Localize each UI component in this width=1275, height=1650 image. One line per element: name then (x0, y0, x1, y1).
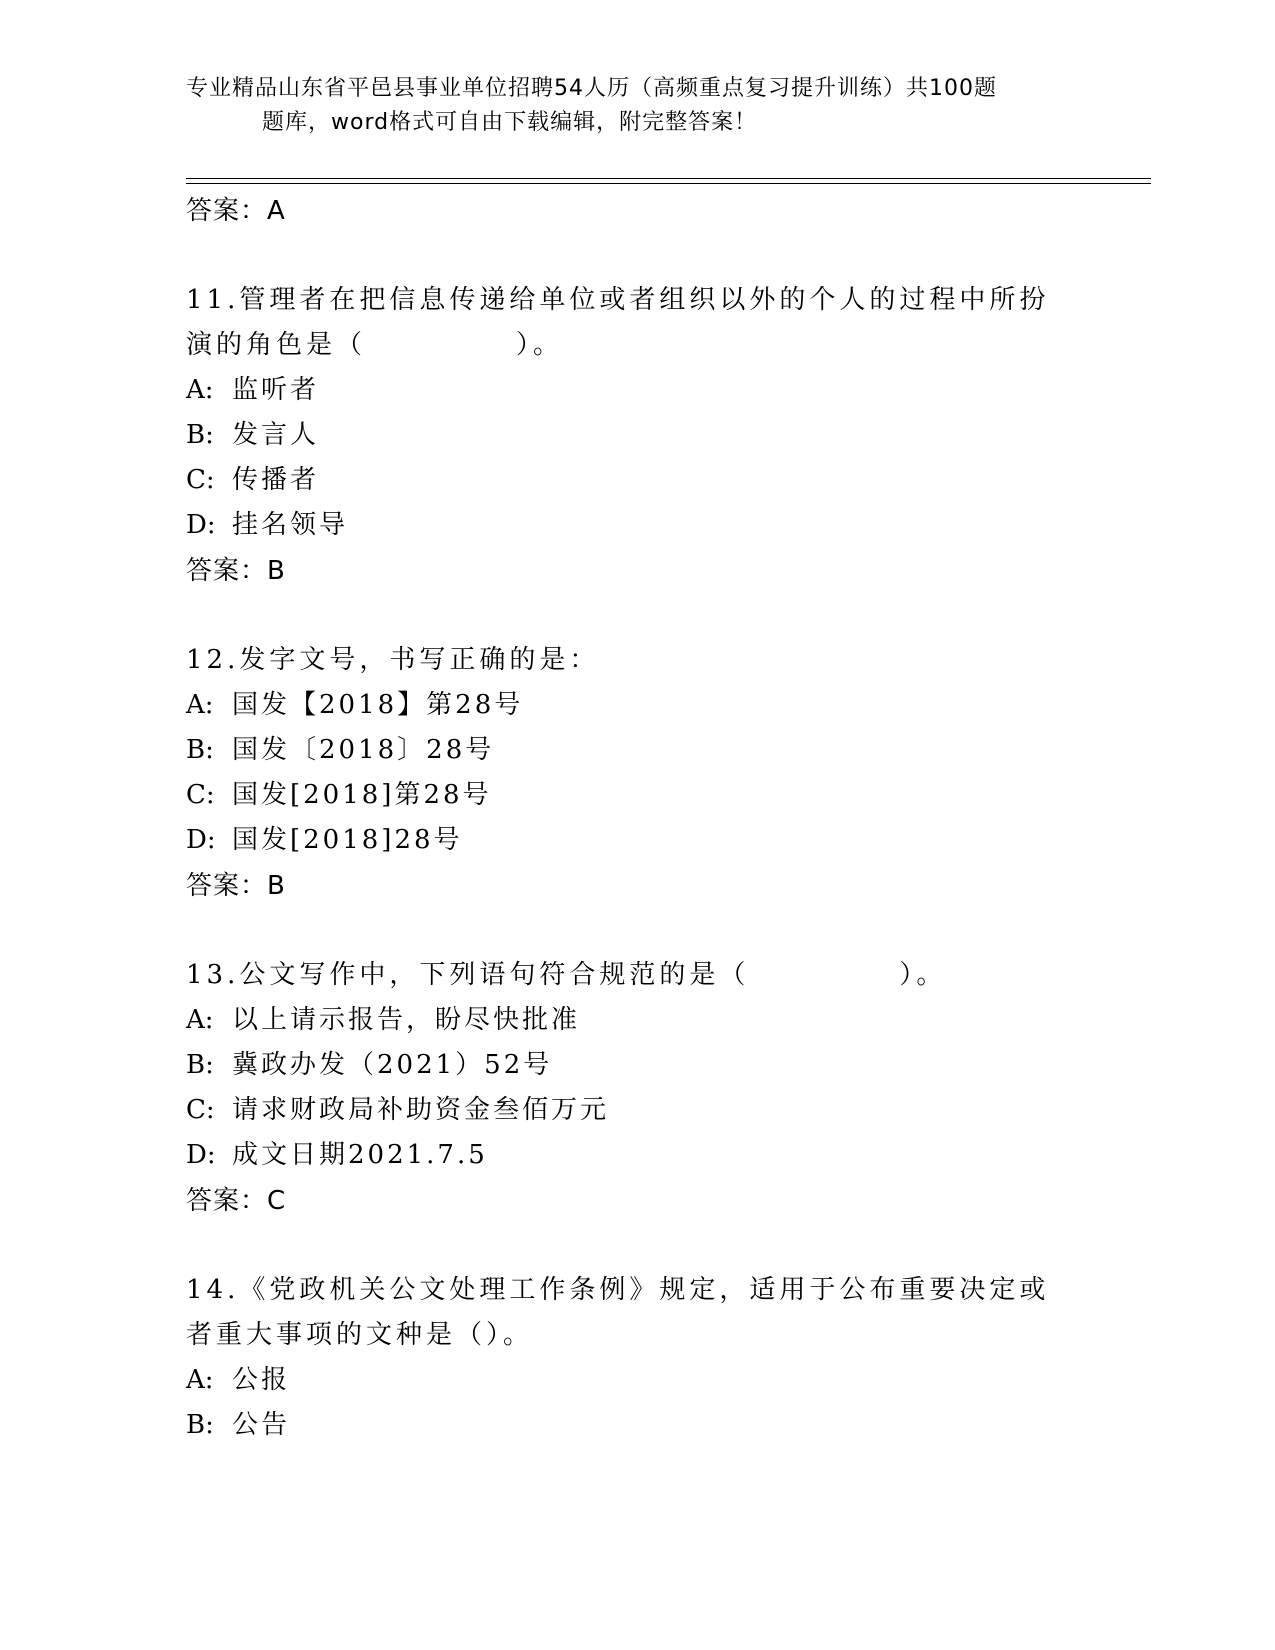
answer-line: 答案：B (186, 556, 286, 586)
question-12 (186, 638, 1076, 909)
option-label: B: (186, 1050, 214, 1080)
header-title-line-2: 题库，word格式可自由下载编辑，附完整答案！ (262, 110, 758, 135)
option-text: 国发[2018]28号 (232, 825, 463, 855)
document-body (186, 188, 1076, 1448)
option-b (186, 413, 1076, 458)
option-label: D: (186, 1140, 216, 1170)
option-text: 国发〔2018〕28号 (232, 735, 495, 765)
answer-line: 答案：A (186, 196, 286, 226)
option-text: 请求财政局补助资金叁佰万元 (232, 1095, 610, 1125)
option-label: C: (186, 780, 215, 810)
option-text: 传播者 (232, 465, 320, 495)
option-c (186, 1088, 1076, 1133)
header-divider-bottom (186, 183, 1151, 184)
option-d (186, 818, 1076, 863)
option-b (186, 728, 1076, 773)
option-text: 国发【2018】第28号 (232, 690, 524, 720)
header-title-line-1: 专业精品山东省平邑县事业单位招聘54人历（高频重点复习提升训练）共100题 (186, 76, 997, 101)
option-a (186, 368, 1076, 413)
option-label: C: (186, 465, 215, 495)
question-stem: 13.公文写作中，下列语句符合规范的是（ ）。 (186, 960, 947, 990)
option-c (186, 773, 1076, 818)
option-text: 成文日期2021.7.5 (232, 1140, 488, 1170)
option-a (186, 683, 1076, 728)
option-text: 发言人 (232, 420, 320, 450)
question-13 (186, 953, 1076, 1224)
question-stem: 14.《党政机关公文处理工作条例》规定，适用于公布重要决定或者重大事项的文种是（）。 (186, 1275, 1050, 1350)
question-stem: 12.发字文号，书写正确的是： (186, 645, 600, 675)
option-text: 监听者 (232, 375, 320, 405)
answer-line: 答案：C (186, 1186, 287, 1216)
option-label: A: (186, 375, 214, 405)
document-header (186, 72, 1086, 140)
option-a (186, 1358, 1076, 1403)
option-label: A: (186, 690, 214, 720)
question-14 (186, 1268, 1076, 1448)
option-label: B: (186, 1410, 214, 1440)
option-label: B: (186, 735, 214, 765)
option-a (186, 998, 1076, 1043)
header-divider-top (186, 178, 1151, 179)
option-label: B: (186, 420, 214, 450)
option-c (186, 458, 1076, 503)
option-b (186, 1403, 1076, 1448)
option-text: 冀政办发（2021）52号 (232, 1050, 553, 1080)
option-label: A: (186, 1005, 214, 1035)
option-label: C: (186, 1095, 215, 1125)
option-d (186, 1133, 1076, 1178)
option-b (186, 1043, 1076, 1088)
answer-line: 答案：B (186, 871, 286, 901)
question-11 (186, 278, 1076, 594)
option-text: 国发[2018]第28号 (232, 780, 492, 810)
option-label: D: (186, 825, 216, 855)
option-text: 以上请示报告，盼尽快批准 (232, 1005, 581, 1035)
option-d (186, 503, 1076, 548)
question-stem: 11.管理者在把信息传递给单位或者组织以外的个人的过程中所扮演的角色是（ ）。 (186, 285, 1050, 360)
option-text: 公告 (232, 1410, 291, 1440)
option-label: A: (186, 1365, 214, 1395)
option-text: 公报 (232, 1365, 291, 1395)
option-label: D: (186, 510, 216, 540)
option-text: 挂名领导 (232, 510, 349, 540)
